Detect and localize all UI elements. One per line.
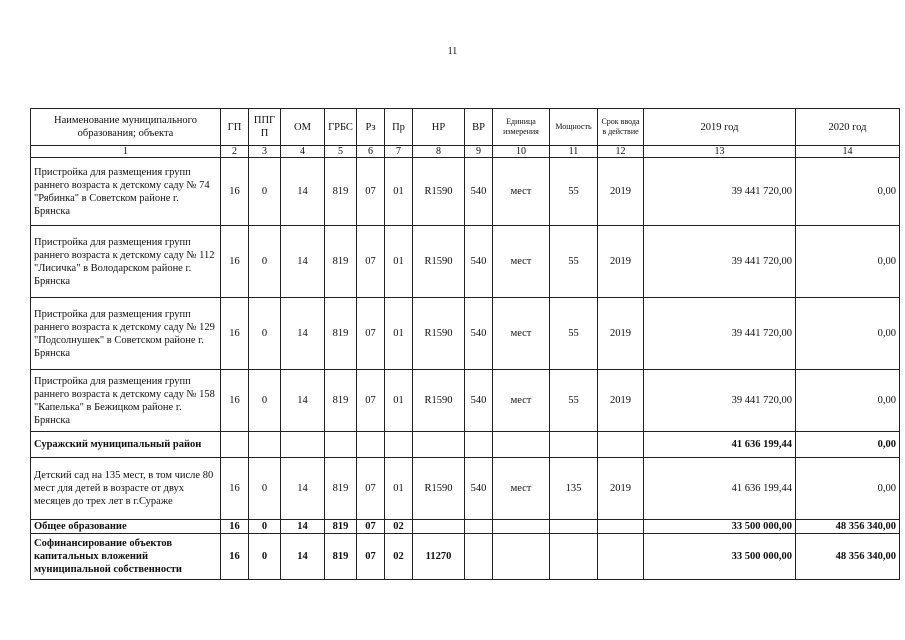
cell-nr: R1590: [413, 298, 465, 370]
header-rz: Рз: [357, 109, 385, 146]
column-number-row: [31, 146, 900, 158]
cell-capacity: [550, 432, 598, 458]
cell-vr: 540: [465, 370, 493, 432]
col-number: 4: [281, 146, 325, 158]
col-number: 3: [249, 146, 281, 158]
cell-om: 14: [281, 458, 325, 520]
cell-term: 2019: [598, 226, 644, 298]
cell-unit: мест: [493, 158, 550, 226]
header-grbs: ГРБС: [325, 109, 357, 146]
cell-rz: 07: [357, 370, 385, 432]
cell-grbs: 819: [325, 226, 357, 298]
cell-capacity: 55: [550, 158, 598, 226]
cell-gp: 16: [221, 158, 249, 226]
header-unit: Единица измерения: [493, 109, 550, 146]
cell-2020: 0,00: [796, 458, 900, 520]
cell-gp: 16: [221, 298, 249, 370]
row-name: Суражский муниципальный район: [31, 432, 221, 458]
cell-2020: 48 356 340,00: [796, 520, 900, 534]
cell-2020: 0,00: [796, 158, 900, 226]
cell-2020: 0,00: [796, 298, 900, 370]
cell-grbs: 819: [325, 534, 357, 580]
cell-om: 14: [281, 226, 325, 298]
cell-nr: R1590: [413, 370, 465, 432]
col-number: 14: [796, 146, 900, 158]
cell-unit: мест: [493, 298, 550, 370]
cell-rz: 07: [357, 458, 385, 520]
header-capacity: Мощность: [550, 109, 598, 146]
col-number: 8: [413, 146, 465, 158]
table-body: [31, 158, 900, 580]
cell-gp: 16: [221, 520, 249, 534]
row-name: Софинансирование объектов капитальных вложений муниципальной собственности: [31, 534, 221, 580]
header-term: Срок ввода в действие: [598, 109, 644, 146]
cell-pr: 01: [385, 226, 413, 298]
cell-gp: [221, 432, 249, 458]
cell-pr: 01: [385, 158, 413, 226]
cell-om: 14: [281, 158, 325, 226]
col-number: 2: [221, 146, 249, 158]
cell-om: 14: [281, 534, 325, 580]
cell-pr: 01: [385, 370, 413, 432]
cell-vr: 540: [465, 158, 493, 226]
cell-grbs: 819: [325, 158, 357, 226]
col-number: 11: [550, 146, 598, 158]
cell-rz: 07: [357, 158, 385, 226]
col-number: 13: [644, 146, 796, 158]
col-number: 10: [493, 146, 550, 158]
header-ppgp: ППГ П: [249, 109, 281, 146]
cell-pr: 02: [385, 520, 413, 534]
cell-capacity: 55: [550, 226, 598, 298]
cell-grbs: 819: [325, 298, 357, 370]
cell-nr: [413, 520, 465, 534]
cell-grbs: 819: [325, 520, 357, 534]
cell-capacity: 135: [550, 458, 598, 520]
cell-vr: 540: [465, 226, 493, 298]
header-pr: Пр: [385, 109, 413, 146]
cell-pr: [385, 432, 413, 458]
cell-unit: [493, 534, 550, 580]
cell-capacity: 55: [550, 298, 598, 370]
cell-2019: 33 500 000,00: [644, 520, 796, 534]
cell-nr: 11270: [413, 534, 465, 580]
table-row: [31, 534, 900, 580]
cell-vr: 540: [465, 298, 493, 370]
cell-ppgp: 0: [249, 158, 281, 226]
row-name: Пристройка для размещения групп раннего возраста к детскому саду № 74 "Рябинка" в Советском районе г. Брянска: [31, 158, 221, 226]
cell-pr: 01: [385, 458, 413, 520]
header-2019: 2019 год: [644, 109, 796, 146]
table-row: [31, 226, 900, 298]
row-name: Пристройка для размещения групп раннего возраста к детскому саду № 129 "Подсолнушек" в Советском районе г. Брянска: [31, 298, 221, 370]
cell-term: [598, 520, 644, 534]
cell-grbs: 819: [325, 458, 357, 520]
row-name: Детский сад на 135 мест, в том числе 80 мест для детей в возрасте от двух месяцев до трех лет в г.Сураже: [31, 458, 221, 520]
cell-gp: 16: [221, 534, 249, 580]
cell-nr: [413, 432, 465, 458]
cell-nr: R1590: [413, 226, 465, 298]
table-row: [31, 520, 900, 534]
cell-om: 14: [281, 298, 325, 370]
col-number: 12: [598, 146, 644, 158]
cell-gp: 16: [221, 226, 249, 298]
cell-2020: 0,00: [796, 226, 900, 298]
cell-pr: 02: [385, 534, 413, 580]
cell-nr: R1590: [413, 158, 465, 226]
col-number: 7: [385, 146, 413, 158]
cell-term: 2019: [598, 158, 644, 226]
col-number: 6: [357, 146, 385, 158]
cell-vr: [465, 534, 493, 580]
cell-capacity: [550, 520, 598, 534]
cell-term: 2019: [598, 458, 644, 520]
cell-2019: 41 636 199,44: [644, 432, 796, 458]
cell-2019: 41 636 199,44: [644, 458, 796, 520]
cell-2019: 33 500 000,00: [644, 534, 796, 580]
header-om: ОМ: [281, 109, 325, 146]
cell-2019: 39 441 720,00: [644, 226, 796, 298]
cell-gp: 16: [221, 458, 249, 520]
cell-2020: 48 356 340,00: [796, 534, 900, 580]
cell-capacity: 55: [550, 370, 598, 432]
row-name: Пристройка для размещения групп раннего возраста к детскому саду № 112 "Лисичка" в Володарском районе г. Брянска: [31, 226, 221, 298]
col-number: 5: [325, 146, 357, 158]
cell-nr: R1590: [413, 458, 465, 520]
cell-grbs: [325, 432, 357, 458]
header-name: Наименование муниципального образования; объекта: [31, 109, 221, 146]
cell-2019: 39 441 720,00: [644, 370, 796, 432]
cell-ppgp: [249, 432, 281, 458]
col-number: 1: [31, 146, 221, 158]
table-row: [31, 432, 900, 458]
row-name: Общее образование: [31, 520, 221, 534]
cell-unit: мест: [493, 458, 550, 520]
header-nr: НР: [413, 109, 465, 146]
cell-term: 2019: [598, 370, 644, 432]
cell-vr: [465, 432, 493, 458]
table-row: [31, 370, 900, 432]
table-row: [31, 458, 900, 520]
cell-2019: 39 441 720,00: [644, 298, 796, 370]
cell-unit: мест: [493, 226, 550, 298]
cell-om: 14: [281, 520, 325, 534]
budget-table: [30, 108, 900, 580]
cell-om: [281, 432, 325, 458]
cell-2019: 39 441 720,00: [644, 158, 796, 226]
cell-ppgp: 0: [249, 298, 281, 370]
cell-ppgp: 0: [249, 458, 281, 520]
row-name: Пристройка для размещения групп раннего возраста к детскому саду № 158 "Капелька" в Бежицком районе г. Брянска: [31, 370, 221, 432]
cell-pr: 01: [385, 298, 413, 370]
page-number: 11: [447, 46, 458, 57]
col-number: 9: [465, 146, 493, 158]
cell-2020: 0,00: [796, 370, 900, 432]
cell-gp: 16: [221, 370, 249, 432]
cell-rz: [357, 432, 385, 458]
cell-grbs: 819: [325, 370, 357, 432]
cell-om: 14: [281, 370, 325, 432]
header-gp: ГП: [221, 109, 249, 146]
cell-ppgp: 0: [249, 370, 281, 432]
cell-unit: [493, 520, 550, 534]
cell-ppgp: 0: [249, 226, 281, 298]
cell-2020: 0,00: [796, 432, 900, 458]
cell-term: [598, 432, 644, 458]
header-vr: ВР: [465, 109, 493, 146]
cell-unit: мест: [493, 370, 550, 432]
cell-term: 2019: [598, 298, 644, 370]
table-row: [31, 298, 900, 370]
cell-ppgp: 0: [249, 520, 281, 534]
cell-rz: 07: [357, 534, 385, 580]
cell-vr: 540: [465, 458, 493, 520]
cell-unit: [493, 432, 550, 458]
table-row: [31, 158, 900, 226]
header-2020: 2020 год: [796, 109, 900, 146]
cell-vr: [465, 520, 493, 534]
cell-term: [598, 534, 644, 580]
table-header-row: [31, 109, 900, 146]
cell-ppgp: 0: [249, 534, 281, 580]
cell-capacity: [550, 534, 598, 580]
cell-rz: 07: [357, 520, 385, 534]
cell-rz: 07: [357, 226, 385, 298]
cell-rz: 07: [357, 298, 385, 370]
